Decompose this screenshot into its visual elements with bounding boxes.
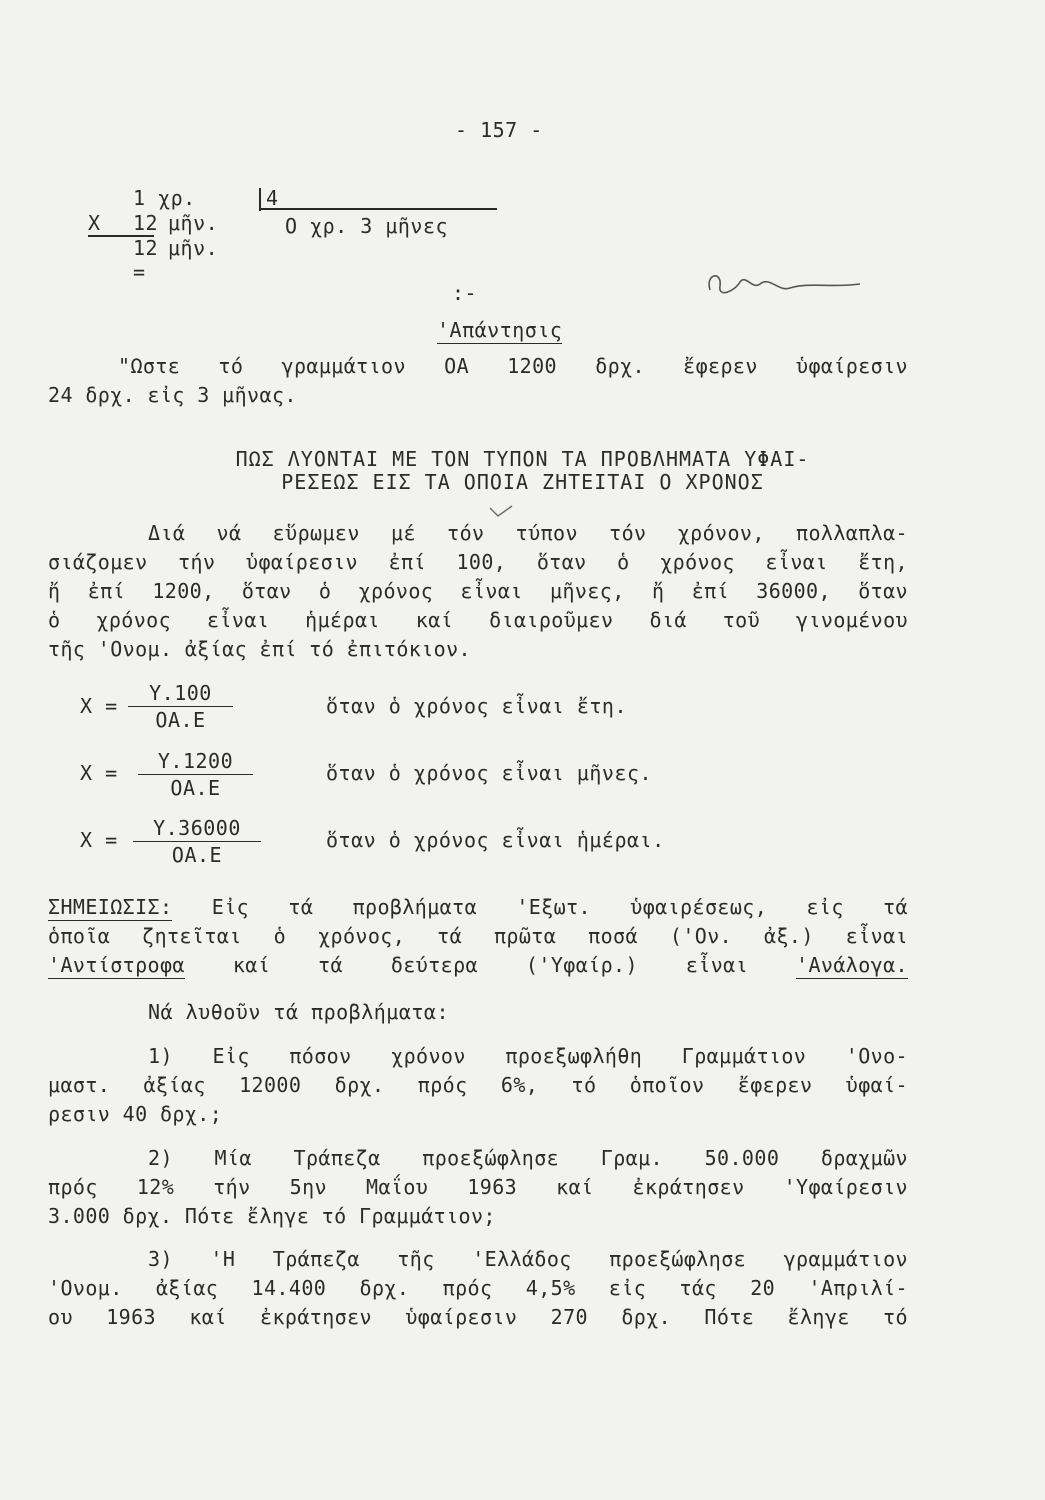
intro-line-5: τῆς 'Ονομ. ἀξίας ἐπί τό ἐπιτόκιον. — [48, 637, 471, 661]
calc-row-3-unit: μῆν. — [168, 236, 219, 260]
note-line-2: ὁποῖα ζητεῖται ὁ χρόνος, τά πρῶτα ποσά ('Ον. ἀξ.) εἶναι — [48, 924, 908, 948]
note-line-3 — [48, 951, 908, 980]
problem-3 — [48, 1245, 908, 1332]
intro-line-2: σιάζομεν τήν ὑφαίρεσιν ἐπί 100, ὅταν ὁ χρόνος εἶναι ἔτη, — [48, 550, 908, 574]
answer-heading: 'Απάντησις — [437, 318, 563, 342]
calc-divisor: 4 — [266, 186, 279, 210]
formula-1-lhs: X = — [80, 694, 118, 718]
intro-line-4: ὁ χρόνος εἶναι ἡμέραι καί διαιροῦμεν διά τοῦ γινομένου — [48, 608, 908, 632]
formula-2-description: ὅταν ὁ χρόνος εἶναι μῆνες. — [326, 761, 653, 785]
formula-2-lhs: X = — [80, 761, 118, 785]
formula-2-numerator: Y.1200 — [138, 749, 253, 775]
note-line-1 — [48, 893, 908, 922]
formula-1-denominator: ΟΑ.Ε — [155, 708, 206, 732]
calc-row-2-prefix: X — [88, 211, 101, 235]
formula-3-numerator: Y.36000 — [133, 816, 261, 842]
formula-1-fraction — [128, 681, 233, 732]
answer-line-2: 24 δρχ. εἰς 3 μῆνας. — [48, 383, 297, 407]
note-proportional-term: 'Ανάλογα. — [796, 953, 908, 977]
problem-2-line-2: πρός 12% τήν 5ην Μαΐου 1963 καί ἐκράτησεν 'Υφαίρεσιν — [48, 1175, 908, 1199]
formula-2-denominator: ΟΑ.Ε — [170, 776, 221, 800]
division-bar — [259, 208, 497, 210]
intro-line-1: Διά νά εὕρωμεν μέ τόν τύπον τόν χρόνον, πολλαπλα- — [148, 521, 908, 545]
calc-row-1: 1 χρ. — [133, 186, 196, 210]
calc-quotient: Ο χρ. 3 μῆνες — [285, 214, 449, 238]
calc-row-2-unit: μῆν. — [168, 211, 219, 235]
problem-3-line-3: ου 1963 καί ἐκράτησεν ὑφαίρεσιν 270 δρχ. Πότε ἔληγε τό — [48, 1305, 908, 1329]
page-number: - 157 - — [455, 118, 543, 142]
intro-paragraph — [48, 519, 908, 664]
problem-1 — [48, 1042, 908, 1129]
problem-1-line-2: μαστ. ἀξίας 12000 δρχ. πρός 6%, τό ὁποῖον ἔφερεν ὑφαί- — [48, 1073, 908, 1097]
problems-intro: Νά λυθοῦν τά προβλήματα: — [148, 1000, 449, 1024]
section-title-line-1: ΠΩΣ ΛΥΟΝΤΑΙ ΜΕ ΤΟΝ ΤΥΠΟΝ ΤΑ ΠΡΟΒΛΗΜΑΤΑ ΥΦΑΙ- — [235, 447, 810, 471]
answer-text — [48, 352, 908, 410]
formula-3-lhs: X = — [80, 828, 118, 852]
answer-line-1: "Ωστε τό γραμμάτιον ΟΑ 1200 δρχ. ἔφερεν ὑφαίρεσιν — [118, 354, 908, 378]
problem-1-line-1: 1) Εἰς πόσον χρόνον προεξωφλήθη Γραμμάτιον 'Ονο- — [148, 1044, 908, 1068]
formula-3-fraction — [133, 816, 261, 867]
formula-3-description: ὅταν ὁ χρόνος εἶναι ἡμέραι. — [326, 828, 665, 852]
problem-2 — [48, 1144, 908, 1231]
calc-row-3-num: 12 — [133, 236, 159, 260]
problem-1-line-3: ρεσιν 40 δρχ.; — [48, 1102, 223, 1126]
note-inverse-term: 'Αντίστροφα — [48, 953, 185, 977]
formula-1-description: ὅταν ὁ χρόνος εἶναι ἔτη. — [326, 694, 627, 718]
formula-3-denominator: ΟΑ.Ε — [171, 843, 223, 867]
calc-row-2-num: 12 — [133, 211, 159, 235]
calc-row-4-right: :- — [452, 281, 478, 305]
handwritten-annotation-icon — [700, 262, 870, 307]
intro-line-3: ἤ ἐπί 1200, ὅταν ὁ χρόνος εἶναι μῆνες, ἤ ἐπί 36000, ὅταν — [48, 579, 908, 603]
problem-3-line-2: 'Ονομ. ἀξίας 14.400 δρχ. πρός 4,5% εἰς τάς 20 'Απριλί- — [48, 1276, 908, 1300]
formula-1-numerator: Y.100 — [128, 681, 233, 707]
formula-2-fraction — [138, 749, 253, 800]
section-title-line-2: ΡΕΣΕΩΣ ΕΙΣ ΤΑ ΟΠΟΙΑ ΖΗΤΕΙΤΑΙ Ο ΧΡΟΝΟΣ — [281, 470, 764, 494]
note-label: ΣΗΜΕΙΩΣΙΣ: — [48, 895, 173, 919]
problem-3-line-1: 3) 'Η Τράπεζα τῆς 'Ελλάδος προεξώφλησε γραμμάτιον — [148, 1247, 908, 1271]
problem-2-line-1: 2) Μία Τράπεζα προεξώφλησε Γραμ. 50.000 δραχμῶν — [148, 1146, 908, 1170]
calc-row-4: = — [133, 260, 146, 284]
problem-2-line-3: 3.000 δρχ. Πότε ἔληγε τό Γραμμάτιον; — [48, 1204, 496, 1228]
note-line-1-text: Εἰς τά προβλήματα 'Εξωτ. ὑφαιρέσεως, εἰς τά — [211, 895, 908, 919]
note-line-3-text: καί τά δεύτερα ('Υφαίρ.) εἶναι — [232, 953, 749, 977]
note-paragraph — [48, 893, 908, 980]
